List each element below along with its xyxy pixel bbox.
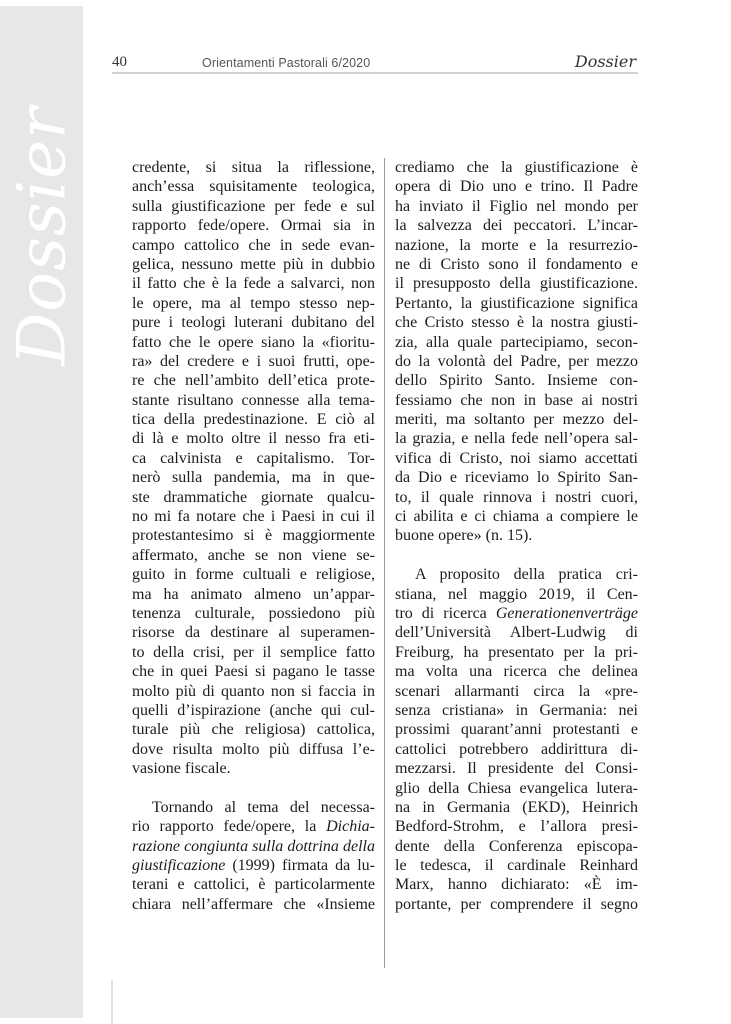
text-line: glio della Chiesa evangelica lutera-	[395, 779, 638, 797]
column-divider	[384, 158, 385, 968]
text-line: da Dio e riceviamo lo Spirito San-	[395, 469, 638, 487]
text-line: molto più di quanto non si faccia in	[132, 682, 375, 700]
text-line: vasione fiscale.	[132, 760, 231, 778]
text-line: ste drammatiche giornate qualcu-	[132, 488, 375, 506]
section-logo: Dossier	[574, 52, 636, 71]
side-band	[0, 6, 83, 1018]
text-line: sulla giustificazione per fede e sul	[132, 197, 375, 215]
text-line: dove risulta molto più diffusa l’e-	[132, 740, 375, 758]
text-line: che in quei Paesi si pagano le tasse	[132, 663, 375, 681]
text-line: prossimi quarant’anni protestanti e	[395, 721, 638, 739]
text-line: A proposito della pratica cri-	[415, 566, 638, 584]
text-line: le tedesca, il cardinale Reinhard	[395, 857, 638, 875]
text-line: stante risultano connesse alla tema-	[132, 391, 375, 409]
page-number: 40	[112, 54, 127, 70]
text-line: ne di Cristo sono il fondamento e	[395, 255, 638, 273]
text-line: ca calvinista e capitalismo. Tor-	[132, 449, 375, 467]
text-line: vifica di Cristo, noi siamo accettati	[395, 449, 638, 467]
text-line: Marx, hanno dichiarato: «È im-	[395, 876, 638, 894]
text-line: le opere, ma al tempo stesso nep-	[132, 294, 375, 312]
document-title-italic: razione congiunta sulla dottrina della	[132, 837, 375, 855]
text-line: Pertanto, la giustificazione significa	[395, 294, 638, 312]
text-line	[132, 817, 375, 836]
right-paragraph-2	[395, 565, 638, 914]
text-line: ha inviato il Figlio nel mondo per	[395, 197, 638, 215]
page-edge-line	[111, 980, 113, 1024]
text-line: ra» del credere e i suoi frutti, ope-	[132, 352, 375, 370]
text-line: guito in forme cultuali e religiose,	[132, 566, 375, 584]
right-column	[395, 158, 638, 914]
text-line: crediamo che la giustificazione è	[395, 159, 638, 176]
text-fragment: rio rapporto fede/opere, la	[132, 818, 327, 836]
journal-title: Orientamenti Pastorali 6/2020	[202, 56, 371, 70]
text-line: protestantesimo si è maggiormente	[132, 527, 375, 545]
text-line: opera di Dio uno e trino. Il Padre	[395, 178, 638, 196]
text-line: affermato, anche se non viene se-	[132, 546, 375, 564]
text-line: meriti, ma soltanto per mezzo del-	[395, 411, 638, 429]
paragraph-gap	[395, 546, 638, 565]
text-line: la salvezza dei peccatori. L’incar-	[395, 217, 638, 235]
text-line: pure i teologi luterani dubitano del	[132, 314, 375, 332]
text-line: stiana, nel maggio 2019, il Cen-	[395, 585, 638, 603]
text-line: chiara nell’affermare che «Insieme	[132, 895, 375, 913]
text-line: ma volta una ricerca che delinea	[395, 663, 638, 681]
text-line: Bedford-Strohm, e l’allora presi-	[395, 818, 638, 836]
text-line: no mi fa notare che i Paesi in cui il	[132, 508, 375, 526]
text-line: re che nell’ambito dell’etica prote-	[132, 372, 375, 390]
text-line	[132, 837, 375, 856]
left-paragraph-1	[132, 158, 375, 779]
right-paragraph-1	[395, 158, 638, 546]
text-line: fessiamo che non in base ai nostri	[395, 391, 638, 409]
text-line: il fatto che è la fede a salvarci, non	[132, 275, 375, 293]
paragraph-gap	[132, 779, 375, 798]
text-line: do la volontà del Padre, per mezzo	[395, 352, 638, 370]
text-line: terani e cattolici, è particolarmente	[132, 876, 375, 894]
text-line: to della crisi, per il semplice fatto	[132, 643, 375, 661]
text-line: che Cristo stesso è la nostra giusti-	[395, 314, 638, 332]
text-line: portante, per comprendere il segno	[395, 895, 638, 913]
text-line: quelli d’ispirazione (anche qui cul-	[132, 701, 375, 719]
research-center-name-italic: Generationenverträge	[495, 604, 638, 622]
text-line: turale più che religiosa) cattolica,	[132, 721, 375, 739]
text-line: dello Spirito Santo. Insieme con-	[395, 372, 638, 390]
text-line: dell’Università Albert-Ludwig di	[395, 624, 638, 642]
sidebar-vertical-word: Dossier	[3, 106, 81, 366]
left-column	[132, 158, 375, 914]
text-fragment: (1999) firmata da lu-	[225, 857, 375, 875]
text-line: Tornando al tema del necessa-	[152, 798, 375, 816]
text-line: Freiburg, ha presentato per la pri-	[395, 643, 638, 661]
left-paragraph-2	[132, 798, 375, 914]
text-line: fatto che le opere siano la «fioritu-	[132, 333, 375, 351]
text-line: scenari allarmanti circa la «pre-	[395, 682, 638, 700]
text-line: risorse da destinare al superamen-	[132, 624, 375, 642]
text-line: to, il quale rinnova i nostri cuori,	[395, 488, 638, 506]
text-line: di là e molto oltre il nesso fra eti-	[132, 430, 375, 448]
text-line: anch’essa squisitamente teologica,	[132, 178, 375, 196]
header-rule	[112, 72, 638, 74]
text-line: tica della predestinazione. E ciò al	[132, 411, 375, 429]
text-fragment: tro di ricerca	[395, 604, 496, 622]
text-line: ma ha animato almeno un’appar-	[132, 585, 375, 603]
text-line: nazione, la morte e la resurrezio-	[395, 236, 638, 254]
text-line: campo cattolico che in sede evan-	[132, 236, 375, 254]
document-title-italic: Dichia-	[326, 818, 375, 836]
text-line	[132, 856, 375, 875]
text-line: zia, alla quale partecipiamo, secon-	[395, 333, 638, 351]
text-line: mezzarsi. Il presidente del Consi-	[395, 760, 638, 778]
text-line: credente, si situa la riflessione,	[132, 159, 375, 176]
text-line	[395, 604, 638, 623]
running-header	[112, 52, 638, 74]
text-line: gelica, nessuno mette più in dubbio	[132, 255, 375, 273]
text-line: il presupposto della giustificazione.	[395, 275, 638, 293]
text-line: senza cristiana» in Germania: nei	[395, 701, 638, 719]
text-line: dente della Conferenza episcopa-	[395, 837, 638, 855]
text-line: la grazia, e nella fede nell’opera sal-	[395, 430, 638, 448]
text-line: ci abilita e ci chiama a compiere le	[395, 508, 638, 526]
text-line: rapporto fede/opere. Ormai sia in	[132, 217, 375, 235]
document-title-italic: giustificazione	[132, 857, 226, 875]
text-line: nerò sulla pandemia, ma in que-	[132, 469, 375, 487]
text-line: buone opere» (n. 15).	[395, 527, 533, 545]
text-line: na in Germania (EKD), Heinrich	[395, 798, 638, 816]
text-line: tenenza culturale, possiedono più	[132, 604, 375, 622]
text-line: cattolici potrebbero addirittura di-	[395, 740, 638, 758]
